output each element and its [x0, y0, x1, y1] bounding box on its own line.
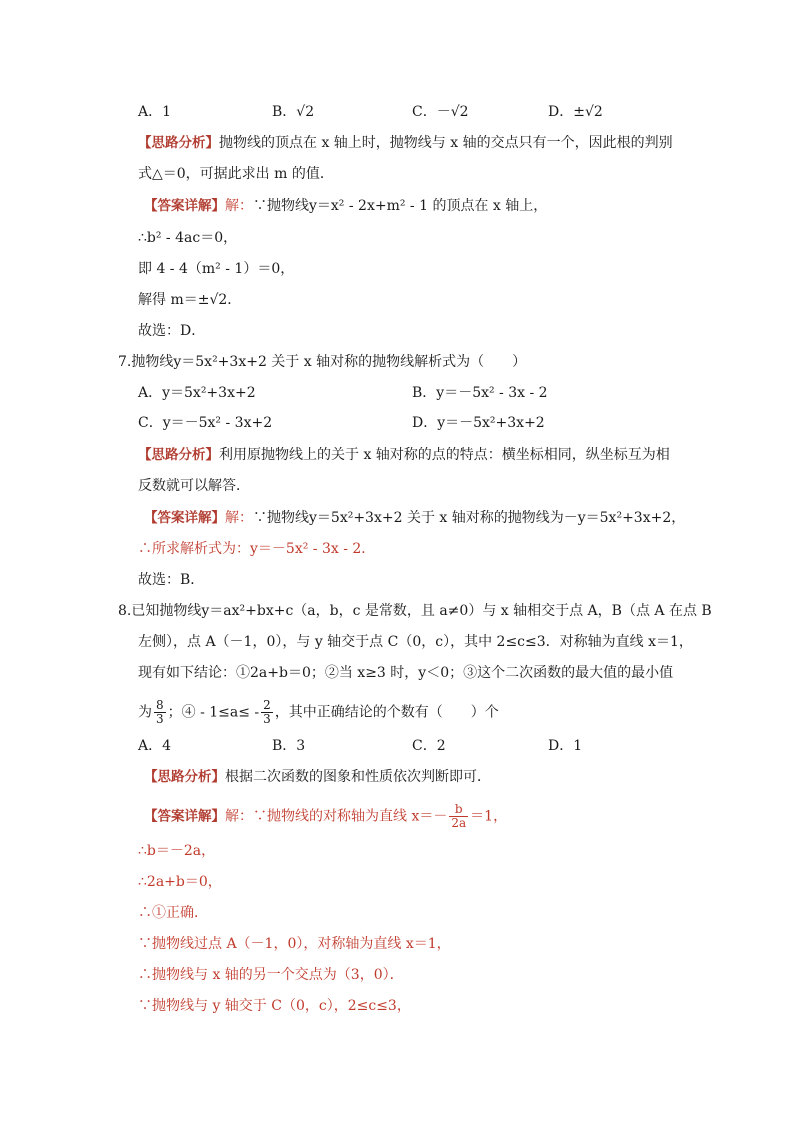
answer-tag: 【答案详解】	[144, 198, 225, 214]
q8-answer-text-1-pre: ∵抛物线的对称轴为直线 x＝－	[253, 808, 448, 825]
q8-answer-text-1-post: ＝1，	[470, 808, 508, 825]
q8-step-3: ∴2a+b＝0，	[138, 874, 222, 890]
q6-answer-text-1: ∵抛物线y＝x² - 2x+m² - 1 的顶点在 x 轴上，	[253, 198, 548, 214]
fraction-denominator: 3	[156, 712, 164, 726]
q6-step-3: 即 4 - 4（m² - 1）＝0，	[138, 261, 295, 277]
q7-answer	[144, 508, 685, 528]
q7-option-a: A．y＝5x²+3x+2	[138, 385, 256, 401]
q8-stem-3: 现有如下结论：①2a+b＝0；②当 x≥3 时，y＜0；③这个二次函数的最大值的最小值	[138, 665, 674, 681]
q8-analysis	[144, 767, 491, 787]
q8-stem-2: 左侧），点 A（－1，0），与 y 轴交于点 C（0，c），其中 2≤c≤3．对称轴为直线 x＝1，	[138, 634, 693, 650]
fraction-eight-thirds	[154, 699, 166, 726]
q8-stem-4-pre: 为	[138, 704, 152, 721]
q6-conclusion: 故选：D．	[138, 323, 206, 339]
q6-option-c: C．－√2	[412, 104, 469, 120]
answer-prefix: 解：	[225, 510, 253, 526]
q7-conclusion: 故选：B．	[138, 572, 205, 588]
q6-analysis-text-1: 抛物线的顶点在 x 轴上时，抛物线与 x 轴的交点只有一个，因此根的判别	[219, 135, 673, 151]
q6-step-4: 解得 m＝±√2．	[138, 292, 242, 308]
q7-stem: 7.抛物线y＝5x²+3x+2 关于 x 轴对称的抛物线解析式为（ ）	[118, 354, 527, 370]
q8-option-c: C．2	[412, 738, 446, 754]
q7-analysis	[138, 445, 670, 465]
q6-analysis-text-2: 式△＝0，可据此求出 m 的值．	[138, 166, 334, 182]
q8-option-b: B．3	[272, 738, 306, 754]
q7-answer-text-1: ∵抛物线y＝5x²+3x+2 关于 x 轴对称的抛物线为－y＝5x²+3x+2，	[253, 510, 686, 526]
answer-prefix: 解：	[225, 808, 253, 825]
q8-option-a: A．4	[138, 738, 172, 754]
q6-option-a: A．1	[138, 104, 172, 120]
q7-option-c: C．y＝－5x² - 3x+2	[138, 415, 273, 431]
q6-option-d: D．±√2	[548, 104, 603, 120]
answer-tag: 【答案详解】	[144, 510, 225, 526]
q8-analysis-text-1: 根据二次函数的图象和性质依次判断即可．	[225, 769, 491, 785]
fraction-denominator: 2a	[451, 816, 467, 830]
q8-step-5: ∵抛物线过点 A（－1，0），对称轴为直线 x＝1，	[138, 936, 451, 952]
q8-step-2: ∴b＝－2a，	[138, 843, 216, 859]
answer-prefix: 解：	[225, 198, 253, 214]
q6-answer	[144, 196, 547, 216]
q8-stem-4	[138, 699, 499, 726]
q6-step-2: ∴b² - 4ac＝0，	[138, 230, 238, 246]
q8-step-6: ∴抛物线与 x 轴的另一个交点为（3，0）．	[138, 967, 404, 983]
q7-analysis-text-1: 利用原抛物线上的关于 x 轴对称的点的特点：横坐标相同，纵坐标互为相	[219, 447, 670, 463]
q7-option-d: D．y＝－5x²+3x+2	[412, 415, 545, 431]
fraction-b-over-2a	[449, 803, 468, 830]
answer-tag: 【答案详解】	[144, 808, 225, 825]
analysis-tag: 【思路分析】	[138, 135, 219, 151]
fraction-numerator: 2	[263, 698, 271, 712]
q6-analysis	[138, 133, 673, 153]
q8-stem-1: 8.已知抛物线y＝ax²+bx+c（a，b，c 是常数，且 a≠0）与 x 轴相交于点 A，B（点 A 在点 B	[118, 603, 712, 619]
fraction-two-thirds	[261, 699, 273, 726]
q6-option-b: B．√2	[272, 104, 315, 120]
q8-step-7: ∵抛物线与 y 轴交于 C（0，c），2≤c≤3，	[138, 998, 411, 1014]
q8-step-4: ∴①正确．	[138, 905, 208, 921]
fraction-numerator: 8	[156, 698, 164, 712]
q7-option-b: B．y＝－5x² - 3x - 2	[412, 385, 548, 401]
q8-stem-4-post: ，其中正确结论的个数有（ ）个	[274, 704, 499, 721]
analysis-tag: 【思路分析】	[138, 447, 219, 463]
q7-analysis-text-2: 反数就可以解答．	[138, 478, 250, 494]
q8-stem-4-mid: ；④ - 1≤a≤ -	[167, 704, 260, 721]
fraction-denominator: 3	[263, 712, 271, 726]
q8-answer	[144, 803, 507, 830]
fraction-numerator: b	[449, 803, 468, 817]
q8-option-d: D．1	[548, 738, 583, 754]
analysis-tag: 【思路分析】	[144, 769, 225, 785]
q7-step-2: ∴所求解析式为：y＝－5x² - 3x - 2．	[138, 541, 376, 557]
